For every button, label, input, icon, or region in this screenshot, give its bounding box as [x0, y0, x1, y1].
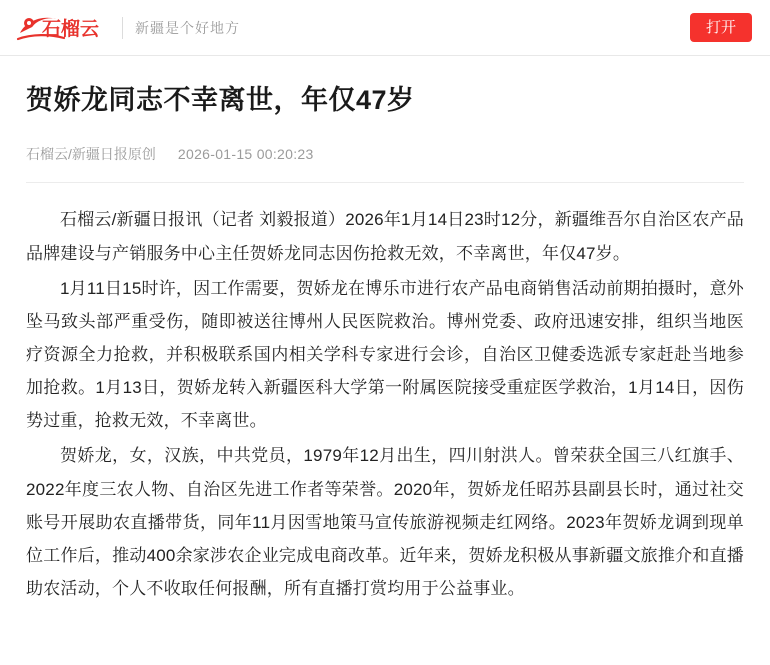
- page-title: 贺娇龙同志不幸离世，年仅47岁: [26, 85, 415, 115]
- brand[interactable]: [16, 12, 240, 44]
- article-paragraph: 石榴云/新疆日报讯（记者 刘毅报道）2026年1月14日23时12分，新疆维吾尔自治区农产品品牌建设与产销服务中心主任贺娇龙同志因伤抢救无效，不幸离世，年仅47岁。: [26, 210, 744, 263]
- article-source: 石榴云/新疆日报原创: [26, 146, 156, 163]
- brand-divider: [122, 17, 123, 39]
- article-timestamp: 2026-01-15 00:20:23: [177, 146, 314, 163]
- top-bar: [0, 0, 770, 56]
- brand-slogan: 新疆是个好地方: [135, 19, 240, 36]
- open-app-button[interactable]: 打开: [690, 13, 752, 42]
- article-body: [26, 203, 744, 605]
- article-container: [0, 56, 770, 605]
- article-paragraph: 贺娇龙，女，汉族，中共党员，1979年12月出生，四川射洪人。曾荣获全国三八红旗手、2022年度三农人物、自治区先进工作者等荣誉。2020年，贺娇龙任昭苏县副县长时，通过社交账号开展助农直播带货，同年11月因雪地策马宣传旅游视频走红网络。2023年贺娇龙调到现单位工作后，推动400余家涉农企业完成电商改革。近年来，贺娇龙积极从事新疆文旅推介和直播助农活动，个人不收取任何报酬，所有直播打赏均用于公益事业。: [26, 446, 744, 598]
- article-paragraph: 1月11日15时许，因工作需要，贺娇龙在博乐市进行农产品电商销售活动前期拍摄时，意外坠马致头部严重受伤，随即被送往博州人民医院救治。博州党委、政府迅速安排，组织当地医疗资源全力抢救，并积极联系国内相关学科专家进行会诊，自治区卫健委选派专家赶赴当地参加抢救。1月13日，贺娇龙转入新疆医科大学第一附属医院接受重症医学救治，1月14日，因伤势过重，抢救无效，不幸离世。: [26, 278, 744, 431]
- svg-text:石榴云: 石榴云: [42, 18, 100, 40]
- article-meta: [26, 144, 744, 164]
- pomegranate-cloud-logo-icon[interactable]: [16, 12, 112, 44]
- meta-divider: [26, 182, 744, 183]
